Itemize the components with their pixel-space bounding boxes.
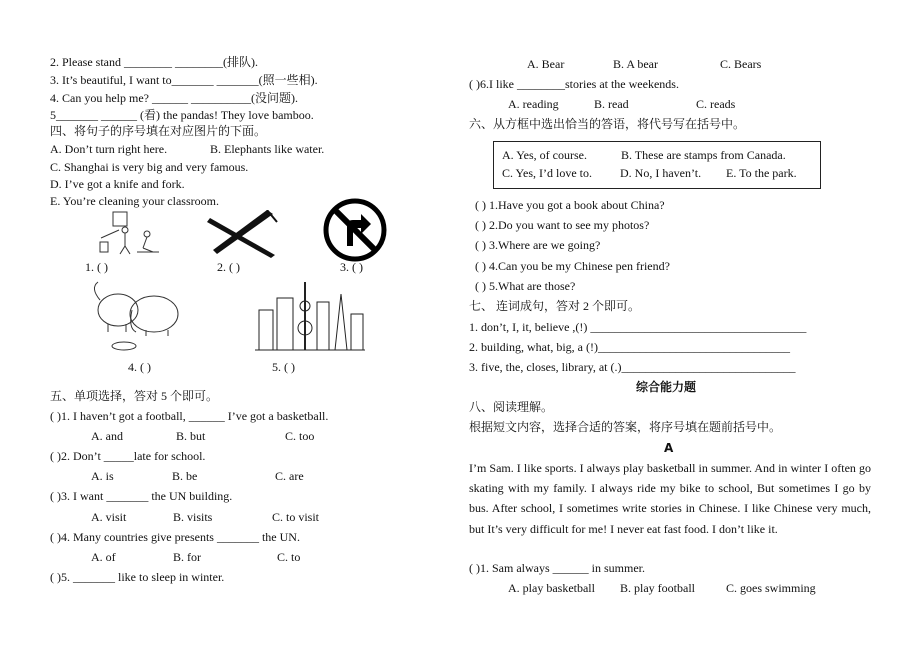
dialog-question-1: ( ) 1.Have you got a book about China? [475, 198, 665, 212]
box-option-a: A. Yes, of course. [502, 148, 587, 162]
mc-6-option-a: A. reading [508, 97, 559, 111]
word-order-1: 1. don’t, I, it, believe ,(!) ____________________________________ [469, 320, 807, 334]
dialog-question-3: ( ) 3.Where are we going? [475, 238, 601, 252]
dialog-question-4: ( ) 4.Can you be my Chinese pen friend? [475, 259, 670, 273]
mc-5-option-b: B. A bear [613, 57, 658, 71]
sentence-a: A. Don’t turn right here. [50, 142, 168, 156]
section-6-title: 六、从方框中选出恰当的答语，将代号写在括号中。 [469, 117, 746, 131]
elephants-picture [88, 280, 183, 355]
mc-question-3: ( )3. I want _______ the UN building. [50, 489, 233, 503]
dialog-question-2: ( ) 2.Do you want to see my photos? [475, 218, 650, 232]
section-7-title: 七、 连词成句，答对 2 个即可。 [469, 299, 641, 313]
passage-label: A [664, 441, 674, 455]
box-option-b: B. These are stamps from Canada. [621, 148, 786, 162]
picture-label-5: 5. ( ) [272, 360, 295, 374]
knife-and-fork-picture [205, 210, 280, 260]
mc-3-option-b: B. visits [173, 510, 213, 524]
mc-6-option-c: C. reads [696, 97, 736, 111]
reading-question-1: ( )1. Sam always ______ in summer. [469, 561, 645, 575]
section-4-title: 四、将句子的序号填在对应图片的下面。 [50, 124, 267, 138]
sentence-e: E. You’re cleaning your classroom. [50, 194, 219, 208]
mc-3-option-a: A. visit [91, 510, 127, 524]
picture-label-3: 3. ( ) [340, 260, 363, 274]
q3-line: 3. It’s beautiful, I want to_______ _______(照一些相). [50, 73, 318, 87]
reading-1-option-a: A. play basketball [508, 581, 595, 595]
box-option-d: D. No, I haven’t. [620, 166, 702, 180]
mc-question-6: ( )6.I like ________stories at the weekends. [469, 77, 679, 91]
q2-line: 2. Please stand ________ ________(排队). [50, 55, 258, 69]
mc-1-option-c: C. too [285, 429, 315, 443]
picture-label-1: 1. ( ) [85, 260, 108, 274]
box-option-c: C. Yes, I’d love to. [502, 166, 593, 180]
reading-1-option-b: B. play football [620, 581, 695, 595]
mc-question-2: ( )2. Don’t _____late for school. [50, 449, 206, 463]
section-8-title: 八、阅读理解。 [469, 400, 554, 414]
sentence-d: D. I’ve got a knife and fork. [50, 177, 185, 191]
mc-4-option-a: A. of [91, 550, 116, 564]
q5-line: 5_______ ______ (看) the pandas! They love bamboo. [50, 108, 314, 122]
mc-4-option-b: B. for [173, 550, 201, 564]
mc-3-option-c: C. to visit [272, 510, 320, 524]
mc-question-5: ( )5. _______ like to sleep in winter. [50, 570, 225, 584]
box-option-e: E. To the park. [726, 166, 797, 180]
picture-label-2: 2. ( ) [217, 260, 240, 274]
no-right-turn-sign-picture [323, 198, 387, 262]
q4-line: 4. Can you help me? ______ __________(没问题). [50, 91, 298, 105]
mc-question-4: ( )4. Many countries give presents _______ the UN. [50, 530, 300, 544]
section-8-instruction: 根据短文内容，选择合适的答案，将序号填在题前括号中。 [469, 420, 782, 434]
sentence-b: B. Elephants like water. [210, 142, 325, 156]
mc-question-1: ( )1. I haven’t got a football, ______ I’ve got a basketball. [50, 409, 329, 423]
picture-label-4: 4. ( ) [128, 360, 151, 374]
comprehensive-title: 综合能力题 [636, 380, 697, 394]
mc-1-option-b: B. but [176, 429, 206, 443]
word-order-2: 2. building, what, big, a (!)________________________________ [469, 340, 790, 354]
section-5-title: 五、单项选择，答对 5 个即可。 [50, 389, 219, 403]
shanghai-skyline-picture [255, 280, 365, 355]
mc-2-option-c: C. are [275, 469, 304, 483]
mc-2-option-a: A. is [91, 469, 114, 483]
mc-5-option-a: A. Bear [527, 57, 565, 71]
mc-5-option-c: C. Bears [720, 57, 762, 71]
word-order-3: 3. five, the, closes, library, at (.)_____________________________ [469, 360, 796, 374]
mc-4-option-c: C. to [277, 550, 301, 564]
mc-6-option-b: B. read [594, 97, 629, 111]
mc-1-option-a: A. and [91, 429, 123, 443]
classroom-cleaning-picture [95, 210, 165, 260]
reading-1-option-c: C. goes swimming [726, 581, 816, 595]
sentence-c: C. Shanghai is very big and very famous. [50, 160, 249, 174]
reading-passage: I’m Sam. I like sports. I always play basketball in summer. And in winter I often go skating with my family. I always ride my bike to school, But sometimes I go by bus. After school, I sometimes write stories in Chinese. I like Chinese very much, but It’s very difficult for me! I never eat fast food. I don’t like it. [469, 461, 871, 536]
mc-2-option-b: B. be [172, 469, 198, 483]
dialog-question-5: ( ) 5.What are those? [475, 279, 576, 293]
